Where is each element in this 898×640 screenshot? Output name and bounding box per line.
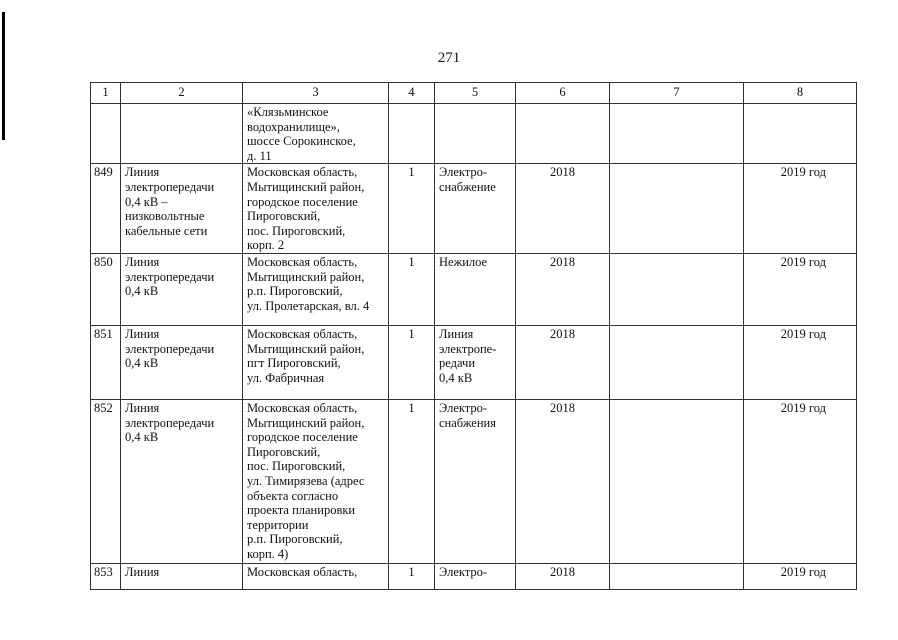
column-7-cell xyxy=(610,399,744,563)
object-address: Московская область, Мытищинский район, городское поселение Пироговский, пос. Пироговский, ул. Тимирязева (адрес объекта согласно проекта планировки территории р.п. Пироговский, корп. 4) xyxy=(243,399,389,563)
header-cell: 7 xyxy=(610,83,744,104)
row-number: 850 xyxy=(91,253,121,325)
quantity: 1 xyxy=(389,325,435,399)
header-cell: 8 xyxy=(744,83,857,104)
column-7-cell xyxy=(610,325,744,399)
purpose: Электро- снабжения xyxy=(435,399,516,563)
object-name: Линия электропередачи 0,4 кВ xyxy=(121,399,243,563)
header-cell: 4 xyxy=(389,83,435,104)
object-address: Московская область, xyxy=(243,563,389,589)
year: 2018 xyxy=(516,325,610,399)
purpose: Линия электропе- редачи 0,4 кВ xyxy=(435,325,516,399)
column-7-cell xyxy=(610,253,744,325)
page-number: 271 xyxy=(437,50,461,66)
purpose: Электро- xyxy=(435,563,516,589)
year: 2018 xyxy=(516,253,610,325)
row-number: 853 xyxy=(91,563,121,589)
table-row xyxy=(91,104,857,164)
object-name xyxy=(121,104,243,164)
deadline xyxy=(744,104,857,164)
deadline: 2019 год xyxy=(744,399,857,563)
table-row xyxy=(91,563,857,589)
quantity: 1 xyxy=(389,164,435,254)
row-number: 851 xyxy=(91,325,121,399)
deadline: 2019 год xyxy=(744,563,857,589)
column-7-cell xyxy=(610,563,744,589)
registry-table xyxy=(90,82,857,590)
row-number xyxy=(91,104,121,164)
quantity xyxy=(389,104,435,164)
object-address: Московская область, Мытищинский район, городское поселение Пироговский, пос. Пироговский, корп. 2 xyxy=(243,164,389,254)
header-cell: 6 xyxy=(516,83,610,104)
header-cell: 3 xyxy=(243,83,389,104)
table-header-row xyxy=(91,83,857,104)
object-name: Линия электропередачи 0,4 кВ xyxy=(121,325,243,399)
object-name: Линия электропередачи 0,4 кВ – низковольтные кабельные сети xyxy=(121,164,243,254)
year: 2018 xyxy=(516,164,610,254)
quantity: 1 xyxy=(389,253,435,325)
deadline: 2019 год xyxy=(744,164,857,254)
deadline: 2019 год xyxy=(744,253,857,325)
object-name: Линия xyxy=(121,563,243,589)
year: 2018 xyxy=(516,399,610,563)
table-row xyxy=(91,164,857,254)
row-number: 849 xyxy=(91,164,121,254)
year: 2018 xyxy=(516,563,610,589)
header-cell: 1 xyxy=(91,83,121,104)
header-cell: 5 xyxy=(435,83,516,104)
column-7-cell xyxy=(610,104,744,164)
column-7-cell xyxy=(610,164,744,254)
table-row xyxy=(91,325,857,399)
purpose: Электро- снабжение xyxy=(435,164,516,254)
purpose: Нежилое xyxy=(435,253,516,325)
deadline: 2019 год xyxy=(744,325,857,399)
quantity: 1 xyxy=(389,563,435,589)
table-row xyxy=(91,253,857,325)
object-address: Московская область, Мытищинский район, р.п. Пироговский, ул. Пролетарская, вл. 4 xyxy=(243,253,389,325)
header-cell: 2 xyxy=(121,83,243,104)
object-address: Московская область, Мытищинский район, пгт Пироговский, ул. Фабричная xyxy=(243,325,389,399)
object-address: «Клязьминское водохранилище», шоссе Сорокинское, д. 11 xyxy=(243,104,389,164)
scan-edge-mark xyxy=(2,12,5,140)
year xyxy=(516,104,610,164)
row-number: 852 xyxy=(91,399,121,563)
table-row xyxy=(91,399,857,563)
quantity: 1 xyxy=(389,399,435,563)
object-name: Линия электропередачи 0,4 кВ xyxy=(121,253,243,325)
purpose xyxy=(435,104,516,164)
